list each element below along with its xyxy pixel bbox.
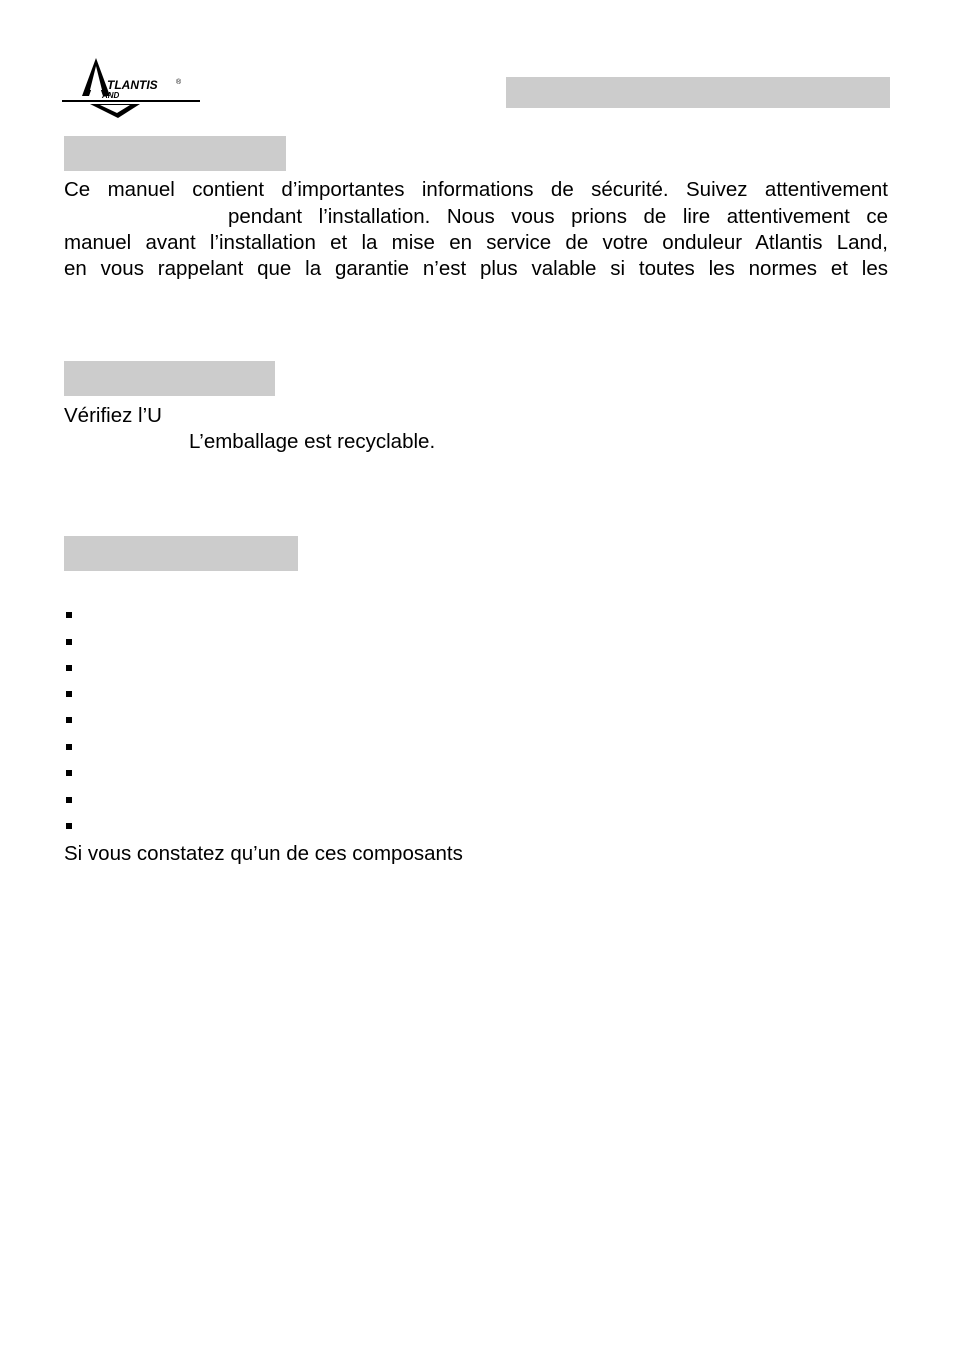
- logo-registered-mark: ®: [176, 79, 182, 86]
- list-item-bullet: [66, 823, 72, 829]
- intro-line-1: Ce manuel contient d’importantes informations de sécurité. Suivez attentivement: [64, 178, 888, 201]
- list-item-bullet: [66, 612, 72, 618]
- intro-line-2: pendant l’installation. Nous vous prions de lire attentivement ce: [228, 205, 888, 228]
- contents-footer-line: Si vous constatez qu’un de ces composants: [64, 842, 463, 865]
- logo-text-bottom: AND: [102, 91, 120, 100]
- unpacking-line-2: L’emballage est recyclable.: [189, 430, 436, 453]
- atlantis-land-logo: [60, 56, 202, 122]
- list-item-bullet: [66, 665, 72, 671]
- list-item-bullet: [66, 797, 72, 803]
- intro-line-4: en vous rappelant que la garantie n’est plus valable si toutes les normes et les: [64, 257, 888, 280]
- section-heading-bar-safety: [64, 136, 286, 171]
- intro-line-3: manuel avant l’installation et la mise en service de votre onduleur Atlantis Land,: [64, 231, 888, 254]
- list-item-bullet: [66, 639, 72, 645]
- header-title-bar: [506, 77, 890, 108]
- unpacking-line-1: Vérifiez l’U: [64, 404, 162, 427]
- logo-text-top: TLANTIS: [107, 78, 158, 92]
- section-heading-bar-unpacking: [64, 361, 275, 396]
- list-item-bullet: [66, 691, 72, 697]
- list-item-bullet: [66, 770, 72, 776]
- list-item-bullet: [66, 744, 72, 750]
- list-item-bullet: [66, 717, 72, 723]
- section-heading-bar-contents: [64, 536, 298, 571]
